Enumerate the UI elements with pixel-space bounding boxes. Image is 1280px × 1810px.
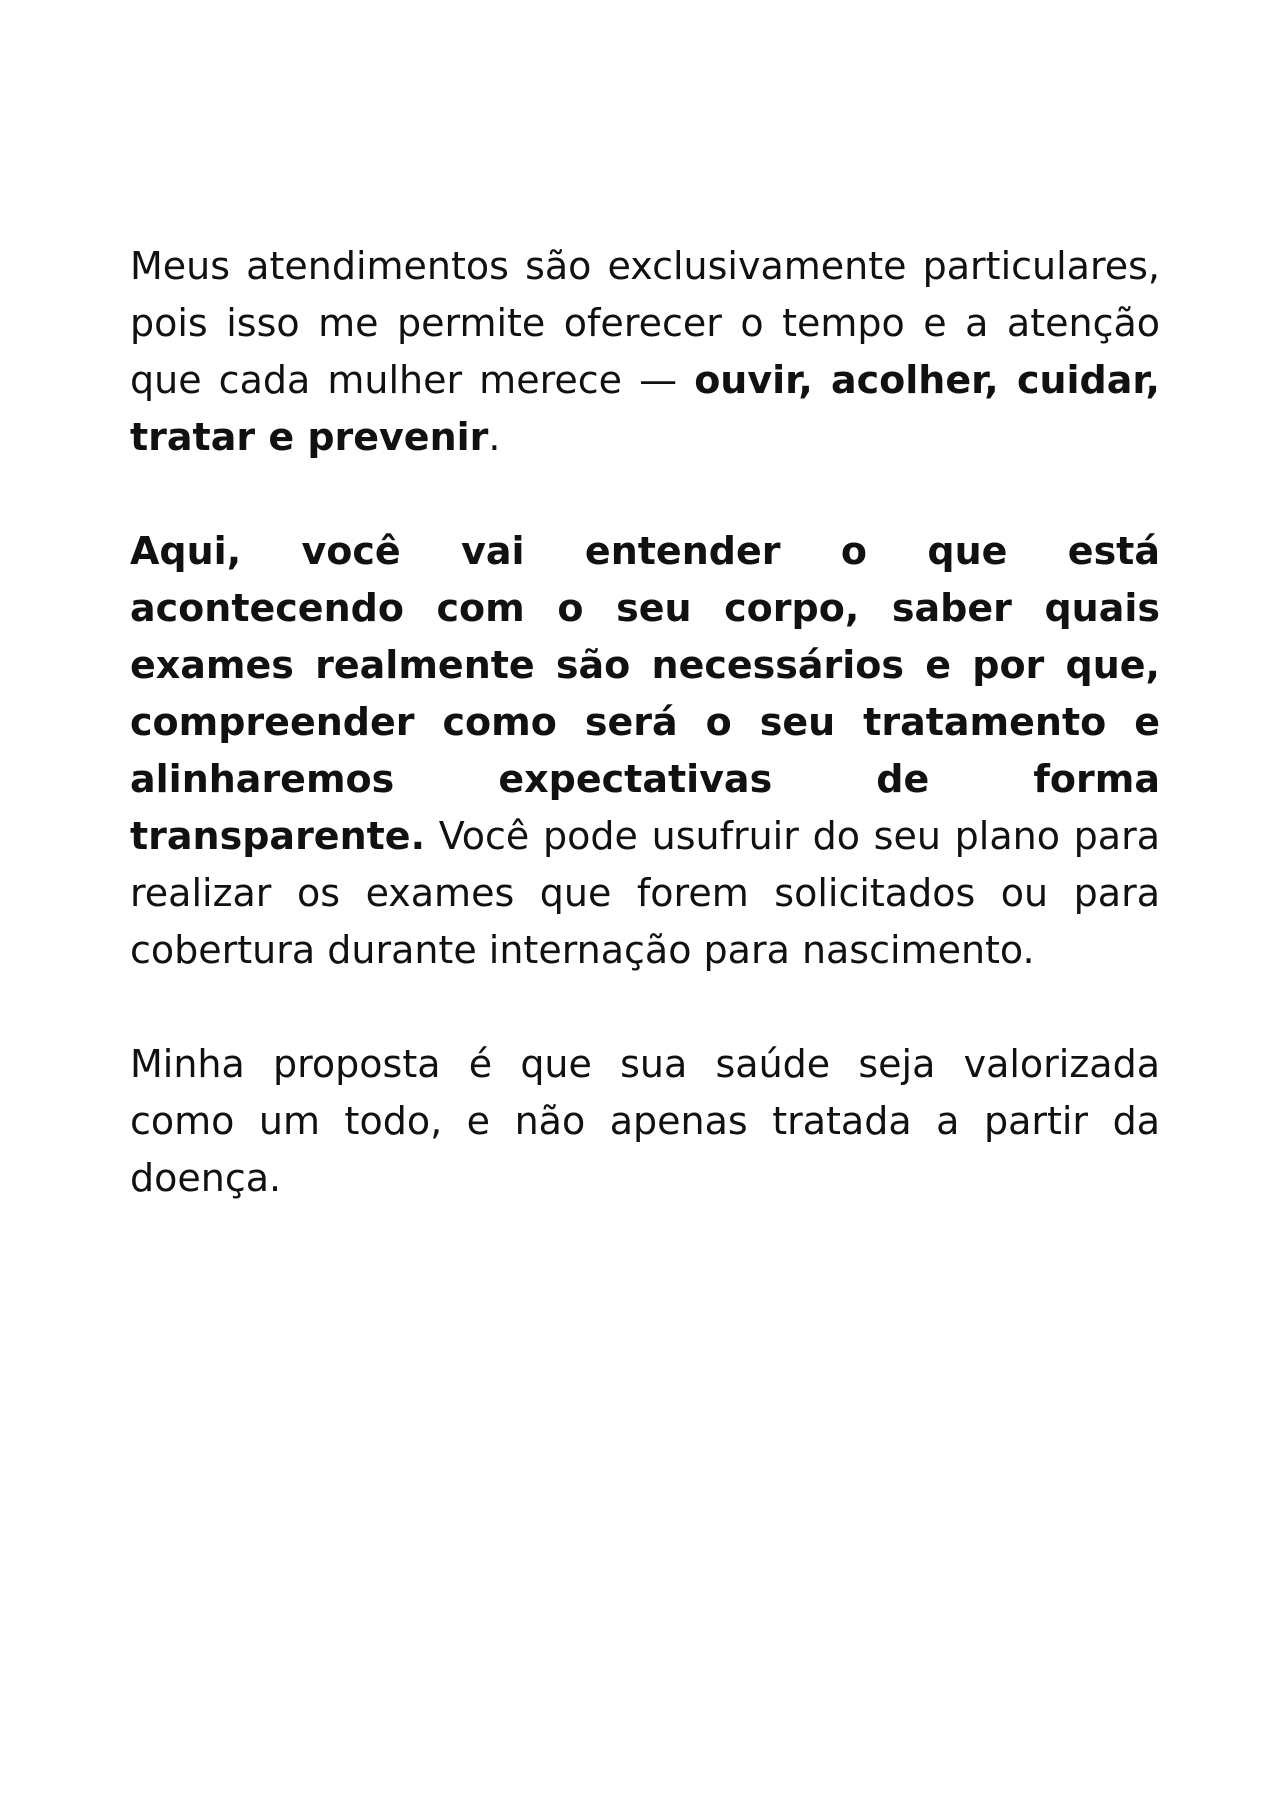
paragraph-end: . <box>488 415 501 459</box>
paragraph-emphasis: ouvir, acolher, cuidar, tratar e prevenir <box>130 358 1160 459</box>
paragraph-emphasis: Aqui, você vai entender o que está acontecendo com o seu corpo, saber quais exames realmente são necessários e por que, compreender como será o seu tratamento e alinharemos expectativas de forma transparente. <box>130 529 1160 858</box>
paragraph-private-care <box>130 238 1160 466</box>
paragraph-understanding <box>130 523 1160 979</box>
paragraph-proposal <box>130 1036 1160 1207</box>
paragraph-intro: Meus atendimentos são exclusivamente particulares, pois isso me permite oferecer o tempo e a atenção que cada mulher merece — <box>130 244 1160 402</box>
paragraph-rest: Você pode usufruir do seu plano para realizar os exames que forem solicitados ou para cobertura durante internação para nascimento. <box>130 814 1160 972</box>
paragraph-text: Minha proposta é que sua saúde seja valorizada como um todo, e não apenas tratada a partir da doença. <box>130 1042 1160 1200</box>
body-text <box>130 238 1160 1207</box>
